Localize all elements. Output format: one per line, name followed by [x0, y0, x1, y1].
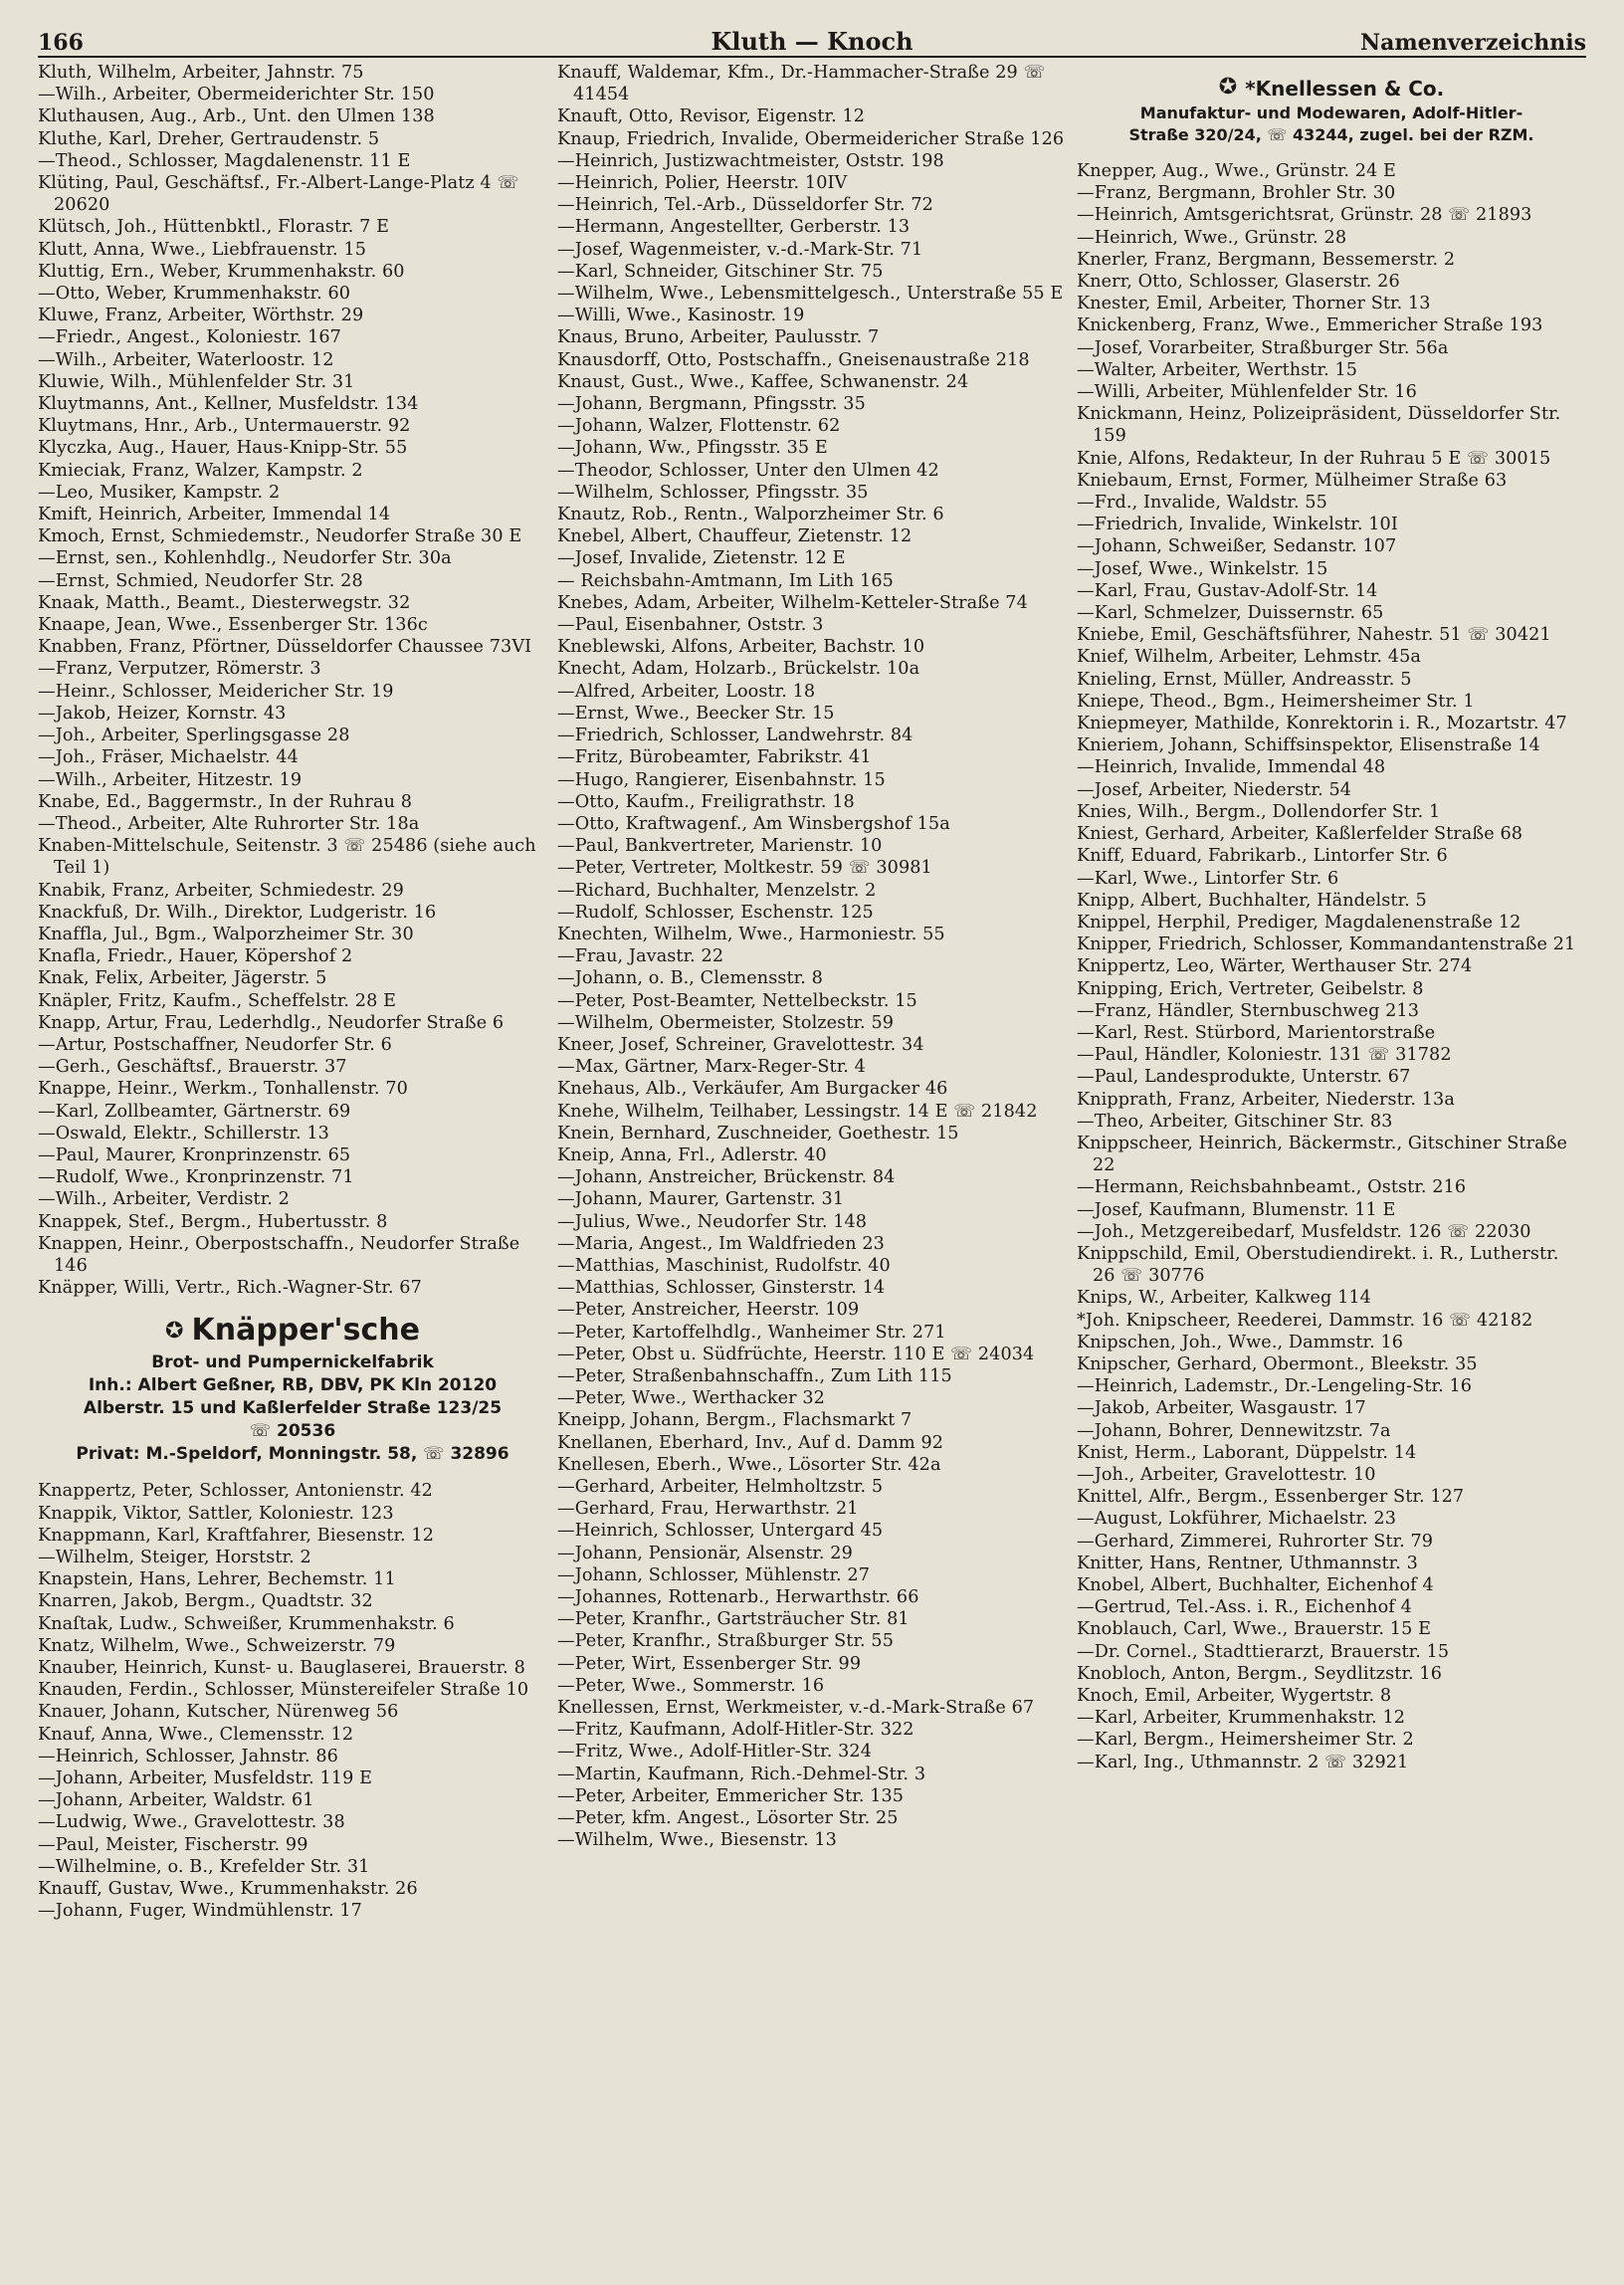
- directory-entry: Knoblauch, Carl, Wwe., Brauerstr. 15 E: [1077, 1619, 1432, 1640]
- directory-entry: —Willi, Arbeiter, Mühlenfelder Str. 16: [1077, 382, 1417, 403]
- directory-entry: —Peter, Kranfhr., Gartsträucher Str. 81: [557, 1609, 910, 1630]
- directory-entry: Knappertz, Peter, Schlosser, Antonienstr. 42: [38, 1481, 433, 1502]
- directory-entry: —Gertrud, Tel.-Ass. i. R., Eichenhof 4: [1077, 1597, 1412, 1618]
- directory-entry: Knipper, Friedrich, Schlosser, Kommandantenstraße 21: [1077, 935, 1576, 955]
- directory-entry: —Heinr., Schlosser, Meidericher Str. 19: [38, 681, 394, 702]
- directory-entry: Knies, Wilh., Bergm., Dollendorfer Str. 1: [1077, 801, 1441, 822]
- directory-entry: Knipscher, Gerhard, Obermont., Bleekstr. 35: [1077, 1353, 1478, 1374]
- directory-entry: —Theod., Arbeiter, Alte Ruhrorter Str. 18a: [38, 813, 420, 834]
- directory-entry: —Gerh., Geschäftsf., Brauerstr. 37: [38, 1057, 347, 1078]
- knaepper-ad-line: Privat: M.-Speldorf, Monningstr. 58, ☏ 32896: [76, 1444, 509, 1465]
- directory-entry: Knebes, Adam, Arbeiter, Wilhelm-Ketteler-Straße 74: [557, 592, 1028, 613]
- directory-entry: —Joh., Metzgereibedarf, Musfeldstr. 126 ☏ 22030: [1077, 1221, 1531, 1242]
- directory-entry: Knäpper, Willi, Vertr., Rich.-Wagner-Str. 67: [38, 1278, 422, 1299]
- directory-entry: Kniest, Gerhard, Arbeiter, Kaßlerfelder Straße 68: [1077, 824, 1523, 845]
- directory-entry: Knappek, Stef., Bergm., Hubertusstr. 8: [38, 1211, 388, 1232]
- page-header: [38, 22, 1586, 58]
- directory-entry: —Ernst, sen., Kohlenhdlg., Neudorfer Str. 30a: [38, 548, 452, 569]
- directory-entry: Knipschen, Joh., Wwe., Dammstr. 16: [1077, 1332, 1404, 1352]
- directory-entry: Knieriem, Johann, Schiffsinspektor, Elisenstraße 14: [1077, 735, 1540, 756]
- directory-entry: —Karl, Rest. Stürbord, Marientorstraße: [1077, 1022, 1436, 1043]
- directory-entry: Knellanen, Eberhard, Inv., Auf d. Damm 92: [557, 1432, 944, 1453]
- directory-entry: —Gerhard, Arbeiter, Helmholtzstr. 5: [557, 1477, 884, 1497]
- directory-entry: —Dr. Cornel., Stadttierarzt, Brauerstr. 15: [1077, 1641, 1450, 1662]
- directory-entry: *Joh. Knipscheer, Reederei, Dammstr. 16 ☏ 42182: [1077, 1310, 1533, 1331]
- column-1: [38, 62, 547, 2261]
- directory-entry: Knieling, Ernst, Müller, Andreasstr. 5: [1077, 669, 1412, 690]
- directory-entry: —Fritz, Bürobeamter, Fabrikstr. 41: [557, 747, 872, 768]
- directory-entry: —Peter, Vertreter, Moltkestr. 59 ☏ 30981: [557, 858, 932, 879]
- directory-entry: Knepper, Aug., Wwe., Grünstr. 24 E: [1077, 161, 1397, 181]
- directory-entry: —Josef, Arbeiter, Niederstr. 54: [1077, 779, 1352, 800]
- directory-entry: Knips, W., Arbeiter, Kalkweg 114: [1077, 1288, 1371, 1309]
- directory-entry: Kluwe, Franz, Arbeiter, Wörthstr. 29: [38, 306, 364, 326]
- knellessen-ad-line: Manufaktur- und Modewaren, Adolf-Hitler-: [1139, 104, 1523, 122]
- directory-entry: Knauft, Otto, Revisor, Eigenstr. 12: [557, 106, 866, 127]
- directory-entry: —Josef, Wagenmeister, v.-d.-Mark-Str. 71: [557, 239, 923, 260]
- directory-entry: —Johann, Maurer, Gartenstr. 31: [557, 1189, 845, 1210]
- directory-entry: Kniebe, Emil, Geschäftsführer, Nahestr. 51 ☏ 30421: [1077, 625, 1551, 646]
- directory-entry: —Wilh., Arbeiter, Hitzestr. 19: [38, 769, 303, 790]
- directory-entry: Knauden, Ferdin., Schlosser, Münstereifeler Straße 10: [38, 1680, 529, 1701]
- directory-entry: Knauff, Waldemar, Kfm., Dr.-Hammacher-Straße 29 ☏ 41454: [557, 63, 1046, 105]
- directory-entry: —Peter, Wirt, Essenberger Str. 99: [557, 1653, 862, 1674]
- directory-entry: Knäpler, Fritz, Kaufm., Scheffelstr. 28 E: [38, 990, 397, 1011]
- directory-entry: —Gerhard, Frau, Herwarthstr. 21: [557, 1499, 859, 1520]
- directory-entry: —Johann, Schweißer, Sedanstr. 107: [1077, 536, 1397, 557]
- directory-entry: —Peter, Straßenbahnschaffn., Zum Lith 115: [557, 1365, 952, 1386]
- directory-entry: —Willi, Wwe., Kasinostr. 19: [557, 306, 805, 326]
- directory-entry: —Otto, Weber, Krummenhakstr. 60: [38, 284, 351, 305]
- directory-entry: —Josef, Wwe., Winkelstr. 15: [1077, 558, 1328, 579]
- directory-entry: —Paul, Maurer, Kronprinzenstr. 65: [38, 1144, 351, 1165]
- directory-entry: Knippertz, Leo, Wärter, Werthauser Str. 274: [1077, 956, 1473, 977]
- directory-entry: —Johann, Bohrer, Dennewitzstr. 7a: [1077, 1420, 1391, 1441]
- directory-entry: Kmift, Heinrich, Arbeiter, Immendal 14: [38, 505, 391, 525]
- knaepper-ad-line: Brot- und Pumpernickelfabrik: [151, 1352, 434, 1373]
- directory-entry: —Heinrich, Wwe., Grünstr. 28: [1077, 227, 1347, 248]
- directory-entry: Knappe, Heinr., Werkm., Tonhallenstr. 70: [38, 1079, 408, 1100]
- directory-entry: Knie, Alfons, Redakteur, In der Ruhrau 5 E ☏ 30015: [1077, 448, 1551, 469]
- directory-entry: —Rudolf, Schlosser, Eschenstr. 125: [557, 902, 874, 923]
- directory-entry: Knauff, Gustav, Wwe., Krummenhakstr. 26: [38, 1879, 418, 1900]
- knaepper-advertisement: [38, 1311, 547, 1466]
- column-1-entries-a: [38, 62, 547, 1299]
- directory-entry: Kneer, Josef, Schreiner, Gravelottestr. 34: [557, 1034, 924, 1055]
- directory-entry: —Ludwig, Wwe., Gravelottestr. 38: [38, 1812, 345, 1833]
- directory-entry: —Joh., Arbeiter, Sperlingsgasse 28: [38, 726, 350, 746]
- directory-entry: —Karl, Schneider, Gitschiner Str. 75: [557, 261, 884, 282]
- directory-entry: Kneblewski, Alfons, Arbeiter, Bachstr. 10: [557, 637, 925, 658]
- directory-entry: —Heinrich, Amtsgerichtsrat, Grünstr. 28 ☏ 21893: [1077, 205, 1532, 226]
- directory-entry: —Matthias, Maschinist, Rudolfstr. 40: [557, 1255, 891, 1276]
- directory-entry: —Johannes, Rottenarb., Herwarthstr. 66: [557, 1587, 919, 1608]
- directory-entry: Knippel, Herphil, Prediger, Magdalenenstraße 12: [1077, 912, 1522, 933]
- knellessen-advertisement: [1077, 74, 1586, 146]
- directory-entry: —Peter, Kranfhr., Straßburger Str. 55: [557, 1631, 894, 1652]
- directory-entry: Knellesen, Eberh., Wwe., Lösorter Str. 42a: [557, 1454, 941, 1475]
- directory-entry: —Otto, Kaufm., Freiligrathstr. 18: [557, 791, 855, 812]
- knaepper-ad-line: ☏ 20536: [249, 1421, 336, 1442]
- directory-entry: —Paul, Händler, Koloniestr. 131 ☏ 31782: [1077, 1045, 1452, 1066]
- directory-entry: —Johann, Walzer, Flottenstr. 62: [557, 416, 841, 437]
- directory-entry: —Heinrich, Polier, Heerstr. 10IV: [557, 173, 848, 194]
- directory-entry: Klüting, Paul, Geschäftsf., Fr.-Albert-Lange-Platz 4 ☏ 20620: [38, 173, 519, 216]
- directory-entry: Knipping, Erich, Vertreter, Geibelstr. 8: [1077, 978, 1424, 999]
- directory-entry: Knitter, Hans, Rentner, Uthmannstr. 3: [1077, 1553, 1418, 1573]
- directory-entry: —Wilhelm, Steiger, Horststr. 2: [38, 1547, 311, 1567]
- directory-entry: Knaben-Mittelschule, Seitenstr. 3 ☏ 25486 (siehe auch Teil 1): [38, 836, 536, 879]
- directory-entry: —Heinrich, Schlosser, Jahnstr. 86: [38, 1746, 338, 1766]
- directory-entry: — Reichsbahn-Amtmann, Im Lith 165: [557, 570, 894, 591]
- directory-entry: —Heinrich, Invalide, Immendal 48: [1077, 757, 1386, 778]
- directory-entry: —Gerhard, Zimmerei, Ruhrorter Str. 79: [1077, 1531, 1434, 1552]
- directory-entry: Kniebaum, Ernst, Former, Mülheimer Straße 63: [1077, 470, 1508, 491]
- directory-entry: —Heinrich, Lademstr., Dr.-Lengeling-Str. 16: [1077, 1376, 1473, 1397]
- directory-entry: —Friedrich, Schlosser, Landwehrstr. 84: [557, 726, 914, 746]
- knaepper-ad-line: Inh.: Albert Geßner, RB, DBV, PK Kln 20120: [88, 1375, 498, 1396]
- directory-entry: —Karl, Zollbeamter, Gärtnerstr. 69: [38, 1101, 351, 1122]
- directory-entry: —Karl, Bergm., Heimersheimer Str. 2: [1077, 1730, 1414, 1751]
- directory-entry: —Wilhelm, Schlosser, Pfingsstr. 35: [557, 482, 869, 503]
- directory-entry: —Hermann, Angestellter, Gerberstr. 13: [557, 217, 911, 238]
- directory-entry: Knackfuß, Dr. Wilh., Direktor, Ludgeristr. 16: [38, 902, 437, 923]
- directory-entry: Knappen, Heinr., Oberpostschaffn., Neudorfer Straße 146: [38, 1233, 520, 1276]
- directory-entry: —Franz, Bergmann, Brohler Str. 30: [1077, 183, 1396, 204]
- directory-entry: Kmoch, Ernst, Schmiedemstr., Neudorfer Straße 30 E: [38, 526, 522, 547]
- directory-entry: Knaak, Matth., Beamt., Diesterwegstr. 32: [38, 592, 411, 613]
- directory-entry: Knatz, Wilhelm, Wwe., Schweizerstr. 79: [38, 1635, 396, 1656]
- directory-entry: Knobloch, Anton, Bergm., Seydlitzstr. 16: [1077, 1663, 1443, 1684]
- directory-entry: —Wilhelmine, o. B., Krefelder Str. 31: [38, 1856, 370, 1877]
- directory-entry: —Karl, Ing., Uthmannstr. 2 ☏ 32921: [1077, 1752, 1409, 1772]
- directory-entry: Knittel, Alfr., Bergm., Essenberger Str. 127: [1077, 1487, 1465, 1508]
- directory-entry: Knabik, Franz, Arbeiter, Schmiedestr. 29: [38, 880, 404, 901]
- directory-entry: Kluytmans, Hnr., Arb., Untermauerstr. 92: [38, 416, 411, 437]
- directory-entry: Knipprath, Franz, Arbeiter, Niederstr. 13a: [1077, 1089, 1455, 1110]
- directory-entry: Knauber, Heinrich, Kunst- u. Bauglaserei, Brauerstr. 8: [38, 1658, 525, 1678]
- directory-entry: Kneip, Anna, Frl., Adlerstr. 40: [557, 1144, 827, 1165]
- directory-entry: Knaust, Gust., Wwe., Kaffee, Schwanenstr. 24: [557, 371, 969, 392]
- directory-entry: Knoch, Emil, Arbeiter, Wygertstr. 8: [1077, 1686, 1392, 1707]
- directory-entry: Knauf, Anna, Wwe., Clemensstr. 12: [38, 1724, 354, 1745]
- directory-entry: Knester, Emil, Arbeiter, Thorner Str. 13: [1077, 294, 1431, 314]
- directory-entry: —Otto, Kraftwagenf., Am Winsbergshof 15a: [557, 813, 950, 834]
- directory-entry: Knickenberg, Franz, Wwe., Emmericher Straße 193: [1077, 315, 1543, 336]
- directory-entry: Knebel, Albert, Chauffeur, Zietenstr. 12: [557, 526, 913, 547]
- directory-entry: Knaffla, Jul., Bgm., Walporzheimer Str. 30: [38, 924, 414, 944]
- directory-entry: —Jakob, Heizer, Kornstr. 43: [38, 703, 287, 724]
- directory-entry: —Johann, Pensionär, Alsenstr. 29: [557, 1543, 853, 1563]
- directory-entry: —Johann, Bergmann, Pfingsstr. 35: [557, 394, 866, 415]
- directory-entry: —Karl, Schmelzer, Duissernstr. 65: [1077, 603, 1384, 624]
- directory-entry: —Paul, Meister, Fischerstr. 99: [38, 1834, 308, 1855]
- directory-entry: —Peter, Kartoffelhdlg., Wanheimer Str. 271: [557, 1322, 946, 1343]
- directory-entry: —Jakob, Arbeiter, Wasgaustr. 17: [1077, 1398, 1366, 1419]
- directory-entry: Knehaus, Alb., Verkäufer, Am Burgacker 46: [557, 1079, 948, 1100]
- directory-entry: —Peter, Arbeiter, Emmericher Str. 135: [557, 1785, 905, 1806]
- directory-entry: Knappmann, Karl, Kraftfahrer, Biesenstr. 12: [38, 1525, 434, 1546]
- directory-entry: —Peter, Wwe., Sommerstr. 16: [557, 1675, 825, 1696]
- directory-entry: Knief, Wilhelm, Arbeiter, Lehmstr. 45a: [1077, 647, 1421, 668]
- directory-entry: Knehe, Wilhelm, Teilhaber, Lessingstr. 14 E ☏ 21842: [557, 1101, 1038, 1122]
- directory-entry: Knist, Herm., Laborant, Düppelstr. 14: [1077, 1442, 1417, 1463]
- directory-entry: —Peter, kfm. Angest., Lösorter Str. 25: [557, 1808, 899, 1829]
- directory-entry: Knaup, Friedrich, Invalide, Obermeidericher Straße 126: [557, 128, 1065, 149]
- directory-entry: Knabe, Ed., Baggermstr., In der Ruhrau 8: [38, 791, 412, 812]
- directory-entry: —Theodor, Schlosser, Unter den Ulmen 42: [557, 460, 939, 481]
- directory-entry: Kneipp, Johann, Bergm., Flachsmarkt 7: [557, 1410, 913, 1431]
- directory-entry: —Paul, Landesprodukte, Unterstr. 67: [1077, 1067, 1411, 1088]
- knaepper-ad-title-text: Knäpper'sche: [191, 1313, 420, 1349]
- directory-entry: Knippscheer, Heinrich, Bäckermstr., Gitschiner Straße 22: [1077, 1133, 1568, 1176]
- directory-entry: —August, Lokführer, Michaelstr. 23: [1077, 1509, 1397, 1530]
- directory-entry: Knobel, Albert, Buchhalter, Eichenhof 4: [1077, 1575, 1434, 1595]
- knellessen-ad-title: [1077, 74, 1586, 103]
- column-2-entries: [557, 62, 1067, 1851]
- directory-entry: —Hermann, Reichsbahnbeamt., Oststr. 216: [1077, 1177, 1467, 1198]
- directory-entry: —Heinrich, Tel.-Arb., Düsseldorfer Str. 72: [557, 195, 933, 216]
- directory-entry: —Wilhelm, Obermeister, Stolzestr. 59: [557, 1012, 895, 1033]
- directory-entry: Kmieciak, Franz, Walzer, Kampstr. 2: [38, 460, 363, 481]
- directory-entry: —Johann, o. B., Clemensstr. 8: [557, 968, 823, 989]
- directory-entry: Klutt, Anna, Wwe., Liebfrauenstr. 15: [38, 239, 367, 260]
- knaepper-ad-title: [38, 1311, 547, 1351]
- directory-entry: Knerr, Otto, Schlosser, Glaserstr. 26: [1077, 272, 1400, 293]
- directory-entry: —Peter, Post-Beamter, Nettelbeckstr. 15: [557, 990, 917, 1011]
- directory-entry: —Franz, Händler, Sternbuschweg 213: [1077, 1000, 1420, 1021]
- directory-entry: —Wilhelm, Wwe., Lebensmittelgesch., Unterstraße 55 E: [557, 284, 1064, 305]
- directory-entry: —Martin, Kaufmann, Rich.-Dehmel-Str. 3: [557, 1764, 926, 1784]
- directory-entry: Knein, Bernhard, Zuschneider, Goethestr. 15: [557, 1123, 959, 1143]
- column-1-entries-b: [38, 1480, 547, 1922]
- directory-entry: —Wilh., Arbeiter, Verdistr. 2: [38, 1189, 290, 1210]
- directory-entry: Knaſtak, Ludw., Schweißer, Krummenhakstr. 6: [38, 1613, 455, 1634]
- bakery-logo-icon: ✪: [165, 1319, 184, 1345]
- directory-entry: Kluwie, Wilh., Mühlenfelder Str. 31: [38, 371, 355, 392]
- directory-entry: Knaus, Bruno, Arbeiter, Paulusstr. 7: [557, 327, 880, 348]
- company-logo-icon: ✪: [1218, 75, 1238, 100]
- directory-entry: Knauer, Johann, Kutscher, Nürenweg 56: [38, 1702, 399, 1723]
- directory-entry: Kluytmanns, Ant., Kellner, Musfeldstr. 134: [38, 394, 419, 415]
- directory-entry: Knafla, Friedr., Hauer, Köpershof 2: [38, 946, 353, 967]
- directory-entry: —Peter, Anstreicher, Heerstr. 109: [557, 1300, 860, 1321]
- directory-entry: —Rudolf, Wwe., Kronprinzenstr. 71: [38, 1167, 354, 1188]
- directory-entry: —Oswald, Elektr., Schillerstr. 13: [38, 1123, 329, 1143]
- directory-entry: —Johann, Ww., Pfingsstr. 35 E: [557, 438, 828, 459]
- directory-entry: Knickmann, Heinz, Polizeipräsident, Düsseldorfer Str. 159: [1077, 404, 1561, 447]
- directory-entry: Kniepmeyer, Mathilde, Konrektorin i. R., Mozartstr. 47: [1077, 714, 1567, 734]
- directory-entry: —Theo, Arbeiter, Gitschiner Str. 83: [1077, 1111, 1393, 1132]
- directory-entry: —Fritz, Kaufmann, Adolf-Hitler-Str. 322: [557, 1720, 914, 1741]
- directory-entry: Kluth, Wilhelm, Arbeiter, Jahnstr. 75: [38, 63, 364, 83]
- directory-entry: Knak, Felix, Arbeiter, Jägerstr. 5: [38, 968, 327, 989]
- directory-entry: —Friedrich, Invalide, Winkelstr. 10I: [1077, 515, 1398, 535]
- directory-entry: Kniff, Eduard, Fabrikarb., Lintorfer Str. 6: [1077, 846, 1448, 867]
- directory-entry: —Heinrich, Justizwachtmeister, Oststr. 198: [557, 150, 944, 171]
- directory-entry: —Hugo, Rangierer, Eisenbahnstr. 15: [557, 769, 886, 790]
- directory-entry: —Josef, Vorarbeiter, Straßburger Str. 56a: [1077, 337, 1449, 358]
- directory-entry: —Theod., Schlosser, Magdalenenstr. 11 E: [38, 150, 411, 171]
- directory-entry: Knapstein, Hans, Lehrer, Bechemstr. 11: [38, 1569, 396, 1590]
- directory-entry: —Leo, Musiker, Kampstr. 2: [38, 482, 281, 503]
- directory-entry: Knecht, Adam, Holzarb., Brückelstr. 10a: [557, 659, 920, 680]
- directory-entry: —Ernst, Schmied, Neudorfer Str. 28: [38, 570, 363, 591]
- directory-entry: —Wilhelm, Wwe., Biesenstr. 13: [557, 1830, 837, 1851]
- directory-entry: —Artur, Postschaffner, Neudorfer Str. 6: [38, 1034, 392, 1055]
- directory-entry: Knerler, Franz, Bergmann, Bessemerstr. 2: [1077, 249, 1456, 270]
- directory-entry: —Frd., Invalide, Waldstr. 55: [1077, 493, 1327, 514]
- directory-entry: —Max, Gärtner, Marx-Reger-Str. 4: [557, 1057, 866, 1078]
- knaepper-ad-line: Alberstr. 15 und Kaßlerfelder Straße 123/25: [83, 1398, 503, 1419]
- directory-entry: Klütsch, Joh., Hüttenbktl., Florastr. 7 E: [38, 217, 390, 238]
- directory-entry: —Joh., Fräser, Michaelstr. 44: [38, 747, 299, 768]
- directory-entry: —Friedr., Angest., Koloniestr. 167: [38, 327, 341, 348]
- directory-entry: —Franz, Verputzer, Römerstr. 3: [38, 659, 321, 680]
- directory-entry: —Alfred, Arbeiter, Loostr. 18: [557, 681, 816, 702]
- knellessen-ad-title-text: *Knellessen & Co.: [1245, 77, 1445, 101]
- directory-entry: Knausdorff, Otto, Postschaffn., Gneisenaustraße 218: [557, 349, 1030, 370]
- directory-entry: Kniepe, Theod., Bgm., Heimersheimer Str. 1: [1077, 691, 1475, 712]
- directory-entry: —Wilh., Arbeiter, Obermeiderichter Str. 150: [38, 85, 435, 105]
- directory-entry: —Josef, Kaufmann, Blumenstr. 11 E: [1077, 1199, 1396, 1220]
- column-3-entries: [1077, 160, 1586, 1773]
- directory-entry: —Peter, Obst u. Südfrüchte, Heerstr. 110 E ☏ 24034: [557, 1344, 1035, 1364]
- directory-entry: Knechten, Wilhelm, Wwe., Harmoniestr. 55: [557, 924, 945, 944]
- directory-entry: —Maria, Angest., Im Waldfrieden 23: [557, 1233, 885, 1254]
- directory-entry: Knipp, Albert, Buchhalter, Händelstr. 5: [1077, 890, 1427, 911]
- directory-entry: Klyczka, Aug., Hauer, Haus-Knipp-Str. 55: [38, 438, 408, 459]
- directory-entry: —Matthias, Schlosser, Ginsterstr. 14: [557, 1278, 886, 1299]
- directory-entry: —Paul, Bankvertreter, Marienstr. 10: [557, 836, 883, 857]
- directory-entry: Knarren, Jakob, Bergm., Quadtstr. 32: [38, 1591, 373, 1612]
- directory-entry: Knappik, Viktor, Sattler, Koloniestr. 123: [38, 1503, 394, 1524]
- directory-entry: —Johann, Schlosser, Mühlenstr. 27: [557, 1564, 870, 1585]
- directory-entry: Knapp, Artur, Frau, Lederhdlg., Neudorfer Straße 6: [38, 1012, 505, 1033]
- directory-entry: —Walter, Arbeiter, Werthstr. 15: [1077, 359, 1358, 380]
- directory-entry: Kluthe, Karl, Dreher, Gertraudenstr. 5: [38, 128, 380, 149]
- directory-entry: Kluthausen, Aug., Arb., Unt. den Ulmen 138: [38, 106, 435, 127]
- directory-entry: —Peter, Wwe., Werthacker 32: [557, 1388, 825, 1409]
- directory-entry: —Karl, Frau, Gustav-Adolf-Str. 14: [1077, 580, 1378, 601]
- directory-entry: Knellessen, Ernst, Werkmeister, v.-d.-Mark-Straße 67: [557, 1698, 1035, 1719]
- directory-entry: —Joh., Arbeiter, Gravelottestr. 10: [1077, 1464, 1376, 1485]
- directory-entry: —Fritz, Wwe., Adolf-Hitler-Str. 324: [557, 1742, 873, 1763]
- directory-entry: —Frau, Javastr. 22: [557, 946, 724, 967]
- directory-entry: —Julius, Wwe., Neudorfer Str. 148: [557, 1211, 868, 1232]
- directory-entry: —Paul, Eisenbahner, Oststr. 3: [557, 615, 824, 636]
- column-2: [557, 62, 1067, 2261]
- directory-entry: —Heinrich, Schlosser, Untergard 45: [557, 1521, 884, 1542]
- directory-entry: —Wilh., Arbeiter, Waterloostr. 12: [38, 349, 334, 370]
- directory-entry: —Karl, Wwe., Lintorfer Str. 6: [1077, 868, 1339, 889]
- knellessen-ad-line: Straße 320/24, ☏ 43244, zugel. bei der RZM.: [1128, 125, 1534, 144]
- directory-entry: Knippschild, Emil, Oberstudiendirekt. i. R., Lutherstr. 26 ☏ 30776: [1077, 1243, 1559, 1287]
- directory-entry: Kluttig, Ern., Weber, Krummenhakstr. 60: [38, 261, 405, 282]
- page-number: 166: [38, 30, 84, 56]
- directory-entry: —Johann, Anstreicher, Brückenstr. 84: [557, 1167, 896, 1188]
- directory-columns: [38, 62, 1586, 2261]
- directory-entry: —Ernst, Wwe., Beecker Str. 15: [557, 703, 835, 724]
- column-3: [1077, 62, 1586, 2261]
- directory-entry: —Johann, Fuger, Windmühlenstr. 17: [38, 1901, 362, 1922]
- directory-entry: —Johann, Arbeiter, Musfeldstr. 119 E: [38, 1768, 373, 1789]
- directory-entry: —Richard, Buchhalter, Menzelstr. 2: [557, 880, 877, 901]
- directory-entry: Knabben, Franz, Pförtner, Düsseldorfer Chaussee 73VI: [38, 637, 532, 658]
- directory-entry: —Karl, Arbeiter, Krummenhakstr. 12: [1077, 1708, 1406, 1729]
- directory-entry: —Johann, Arbeiter, Waldstr. 61: [38, 1790, 314, 1811]
- directory-entry: Knaape, Jean, Wwe., Essenberger Str. 136c: [38, 615, 428, 636]
- directory-entry: Knautz, Rob., Rentn., Walporzheimer Str. 6: [557, 505, 944, 525]
- directory-entry: —Josef, Invalide, Zietenstr. 12 E: [557, 548, 846, 569]
- page-title: Kluth — Knoch: [710, 27, 914, 56]
- section-title: Namenverzeichnis: [1360, 30, 1586, 56]
